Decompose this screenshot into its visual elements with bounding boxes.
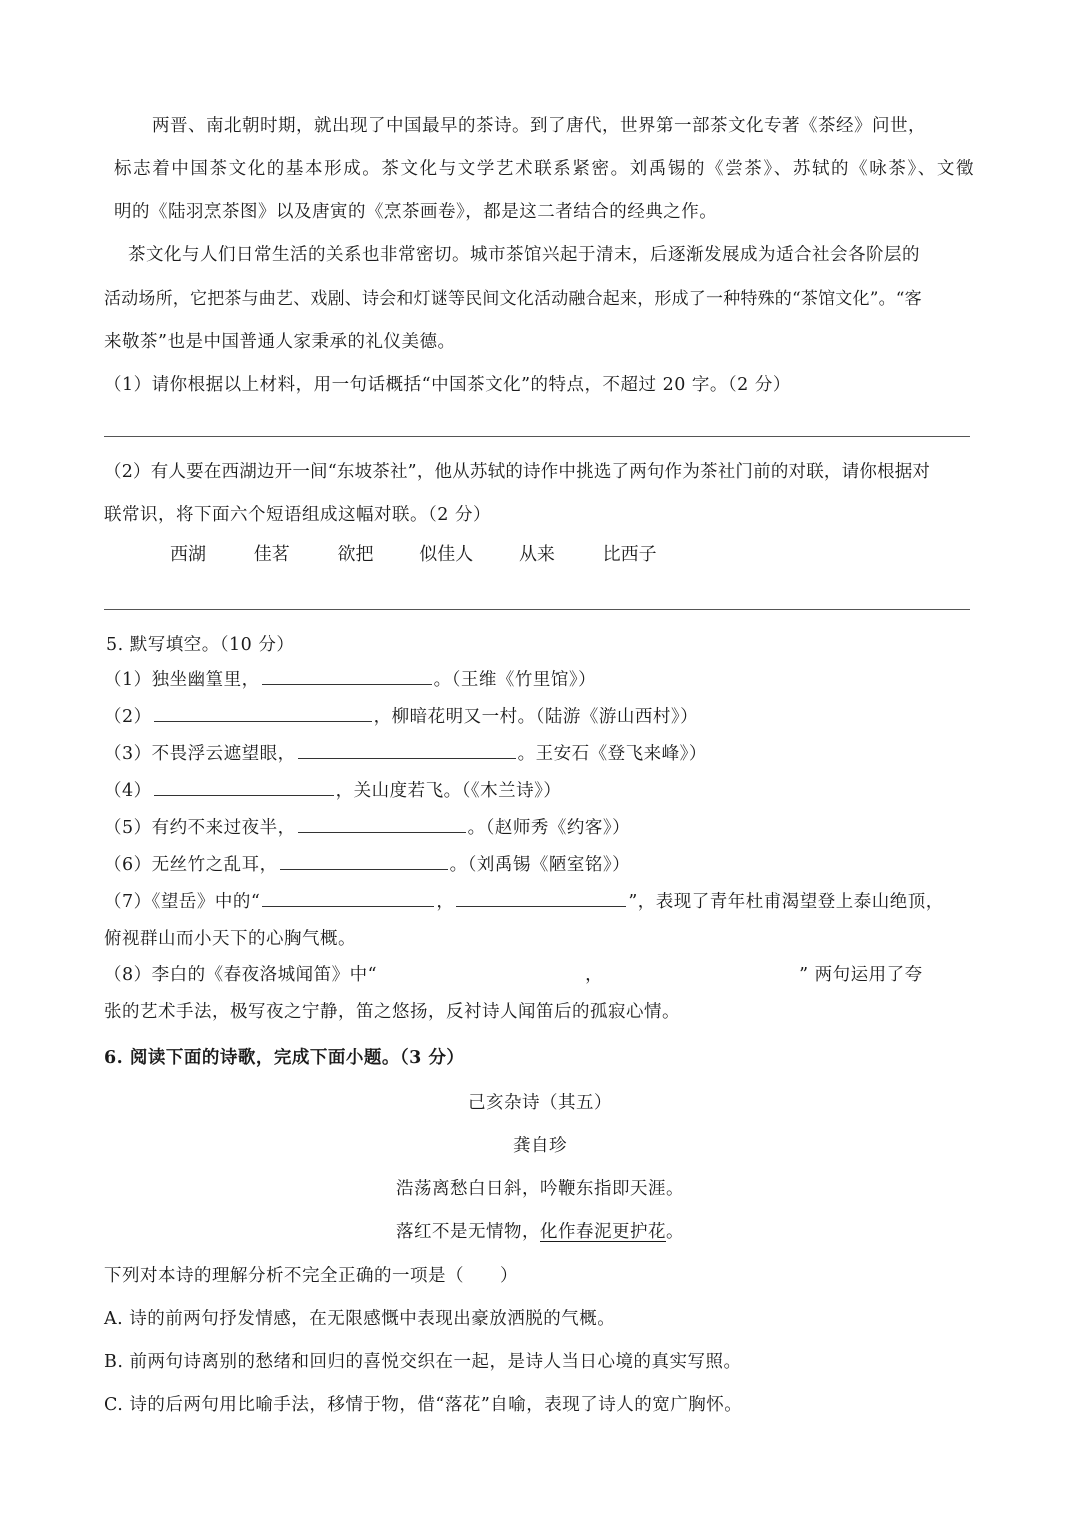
question-prompt: 下列对本诗的理解分析不完全正确的一项是（ ）	[104, 1266, 518, 1286]
section-5-title: 5. 默写填空。（10 分）	[106, 635, 295, 655]
poem-author: 龚自珍	[513, 1136, 567, 1156]
fill-blank-4[interactable]	[154, 777, 334, 796]
fill-blank-7b[interactable]	[456, 888, 626, 907]
fill-blank-1[interactable]	[262, 666, 432, 685]
answer-line-q1[interactable]	[104, 436, 970, 437]
fill-item-8-line-2: 张的艺术手法，极写夜之宁静，笛之悠扬，反衬诗人闻笛后的孤寂心情。	[104, 1002, 680, 1022]
fill-item-8-suffix: ” 两句运用了夸	[799, 965, 923, 985]
phrase-item: 欲把	[337, 544, 374, 565]
fill-blank-6[interactable]	[280, 851, 448, 870]
question-2-line-1: （2）有人要在西湖边开一间“东坡茶社”，他从苏轼的诗作中挑选了两句作为茶社门前的对联，请你根据对	[104, 462, 931, 482]
fill-item-1	[104, 666, 984, 693]
fill-item-5-suffix: 。（赵师秀《约客》）	[467, 818, 631, 838]
paragraph-1-line-2: 标志着中国茶文化的基本形成。茶文化与文学艺术联系紧密。刘禹锡的《尝茶》、苏轼的《咏茶》、文徵	[114, 159, 974, 179]
fill-item-7-comma: ，	[436, 892, 455, 912]
poem-line-1: 浩荡离愁白日斜，吟鞭东指即天涯。	[396, 1179, 684, 1199]
paragraph-2-line-1: 茶文化与人们日常生活的关系也非常密切。城市茶馆兴起于清末，后逐渐发展成为适合社会各阶层的	[128, 245, 920, 265]
fill-item-4	[104, 777, 984, 804]
fill-item-7-line-2: 俯视群山而小天下的心胸气概。	[104, 929, 356, 949]
fill-blank-5[interactable]	[298, 814, 466, 833]
poem-line-2	[0, 1219, 1080, 1245]
fill-item-3	[104, 740, 984, 767]
fill-item-3-suffix: 。王安石《登飞来峰》）	[517, 744, 707, 764]
section-6-title: 6. 阅读下面的诗歌，完成下面小题。（3 分）	[104, 1048, 465, 1068]
fill-item-7	[104, 888, 984, 915]
fill-item-6-suffix: 。（刘禹锡《陋室铭》）	[449, 855, 631, 875]
option-c[interactable]: C. 诗的后两句用比喻手法，移情于物，借“落花”自喻，表现了诗人的宽广胸怀。	[104, 1395, 743, 1415]
phrase-item: 从来	[518, 544, 555, 565]
question-2-line-2: 联常识，将下面六个短语组成这幅对联。（2 分）	[104, 505, 491, 525]
poem-title: 己亥杂诗（其五）	[468, 1093, 612, 1113]
fill-item-4-prefix: （4）	[104, 781, 152, 801]
fill-item-6	[104, 851, 984, 878]
fill-item-1-suffix: 。（王维《竹里馆》）	[433, 670, 597, 690]
fill-item-8	[104, 962, 984, 988]
fill-item-6-prefix: （6）无丝竹之乱耳，	[104, 855, 278, 875]
fill-item-8-comma: ，	[585, 965, 604, 985]
fill-item-1-prefix: （1）独坐幽篁里，	[104, 670, 260, 690]
option-a[interactable]: A. 诗的前两句抒发情感，在无限感慨中表现出豪放洒脱的气概。	[104, 1309, 616, 1329]
poem-line-2-underlined: 化作春泥更护花	[540, 1222, 666, 1242]
fill-item-2-prefix: （2）	[104, 707, 152, 727]
option-b[interactable]: B. 前两句诗离别的愁绪和回归的喜悦交织在一起，是诗人当日心境的真实写照。	[104, 1352, 742, 1372]
fill-item-2	[104, 703, 984, 730]
fill-item-5-prefix: （5）有约不来过夜半，	[104, 818, 296, 838]
fill-item-4-suffix: ，关山度若飞。（《木兰诗》）	[335, 781, 562, 801]
paragraph-2-line-3: 来敬茶”也是中国普通人家秉承的礼仪美德。	[104, 332, 456, 352]
paragraph-2-line-2: 活动场所，它把茶与曲艺、戏剧、诗会和灯谜等民间文化活动融合起来，形成了一种特殊的“茶馆文化”。“客	[104, 289, 922, 309]
fill-item-7-prefix: （7）《望岳》中的“	[104, 892, 261, 912]
phrase-item: 比西子	[602, 544, 657, 565]
fill-item-5	[104, 814, 984, 841]
phrase-item: 佳茗	[253, 544, 290, 565]
poem-line-2-first: 落红不是无情物，	[396, 1222, 540, 1242]
paragraph-1-line-1: 两晋、南北朝时期，就出现了中国最早的茶诗。到了唐代，世界第一部茶文化专著《茶经》问世，	[152, 116, 926, 136]
question-1: （1）请你根据以上材料，用一句话概括“中国茶文化”的特点，不超过 20 字。（2 分）	[104, 375, 791, 395]
poem-line-2-period: 。	[666, 1222, 684, 1242]
fill-blank-2[interactable]	[154, 703, 372, 722]
fill-item-8-prefix: （8）李白的《春夜洛城闻笛》中“	[104, 965, 378, 985]
fill-item-7-suffix: ”，表现了青年杜甫渴望登上泰山绝顶，	[628, 892, 944, 912]
phrase-list	[170, 542, 657, 568]
fill-item-3-prefix: （3）不畏浮云遮望眼，	[104, 744, 296, 764]
fill-blank-3[interactable]	[298, 740, 516, 759]
phrase-item: 西湖	[170, 544, 206, 565]
fill-item-2-suffix: ，柳暗花明又一村。（陆游《游山西村》）	[373, 707, 699, 727]
fill-blank-7a[interactable]	[262, 888, 434, 907]
answer-line-q2[interactable]	[104, 609, 970, 610]
paragraph-1-line-3: 明的《陆羽烹茶图》以及唐寅的《烹茶画卷》，都是这二者结合的经典之作。	[114, 202, 718, 222]
phrase-item: 似佳人	[419, 544, 474, 565]
